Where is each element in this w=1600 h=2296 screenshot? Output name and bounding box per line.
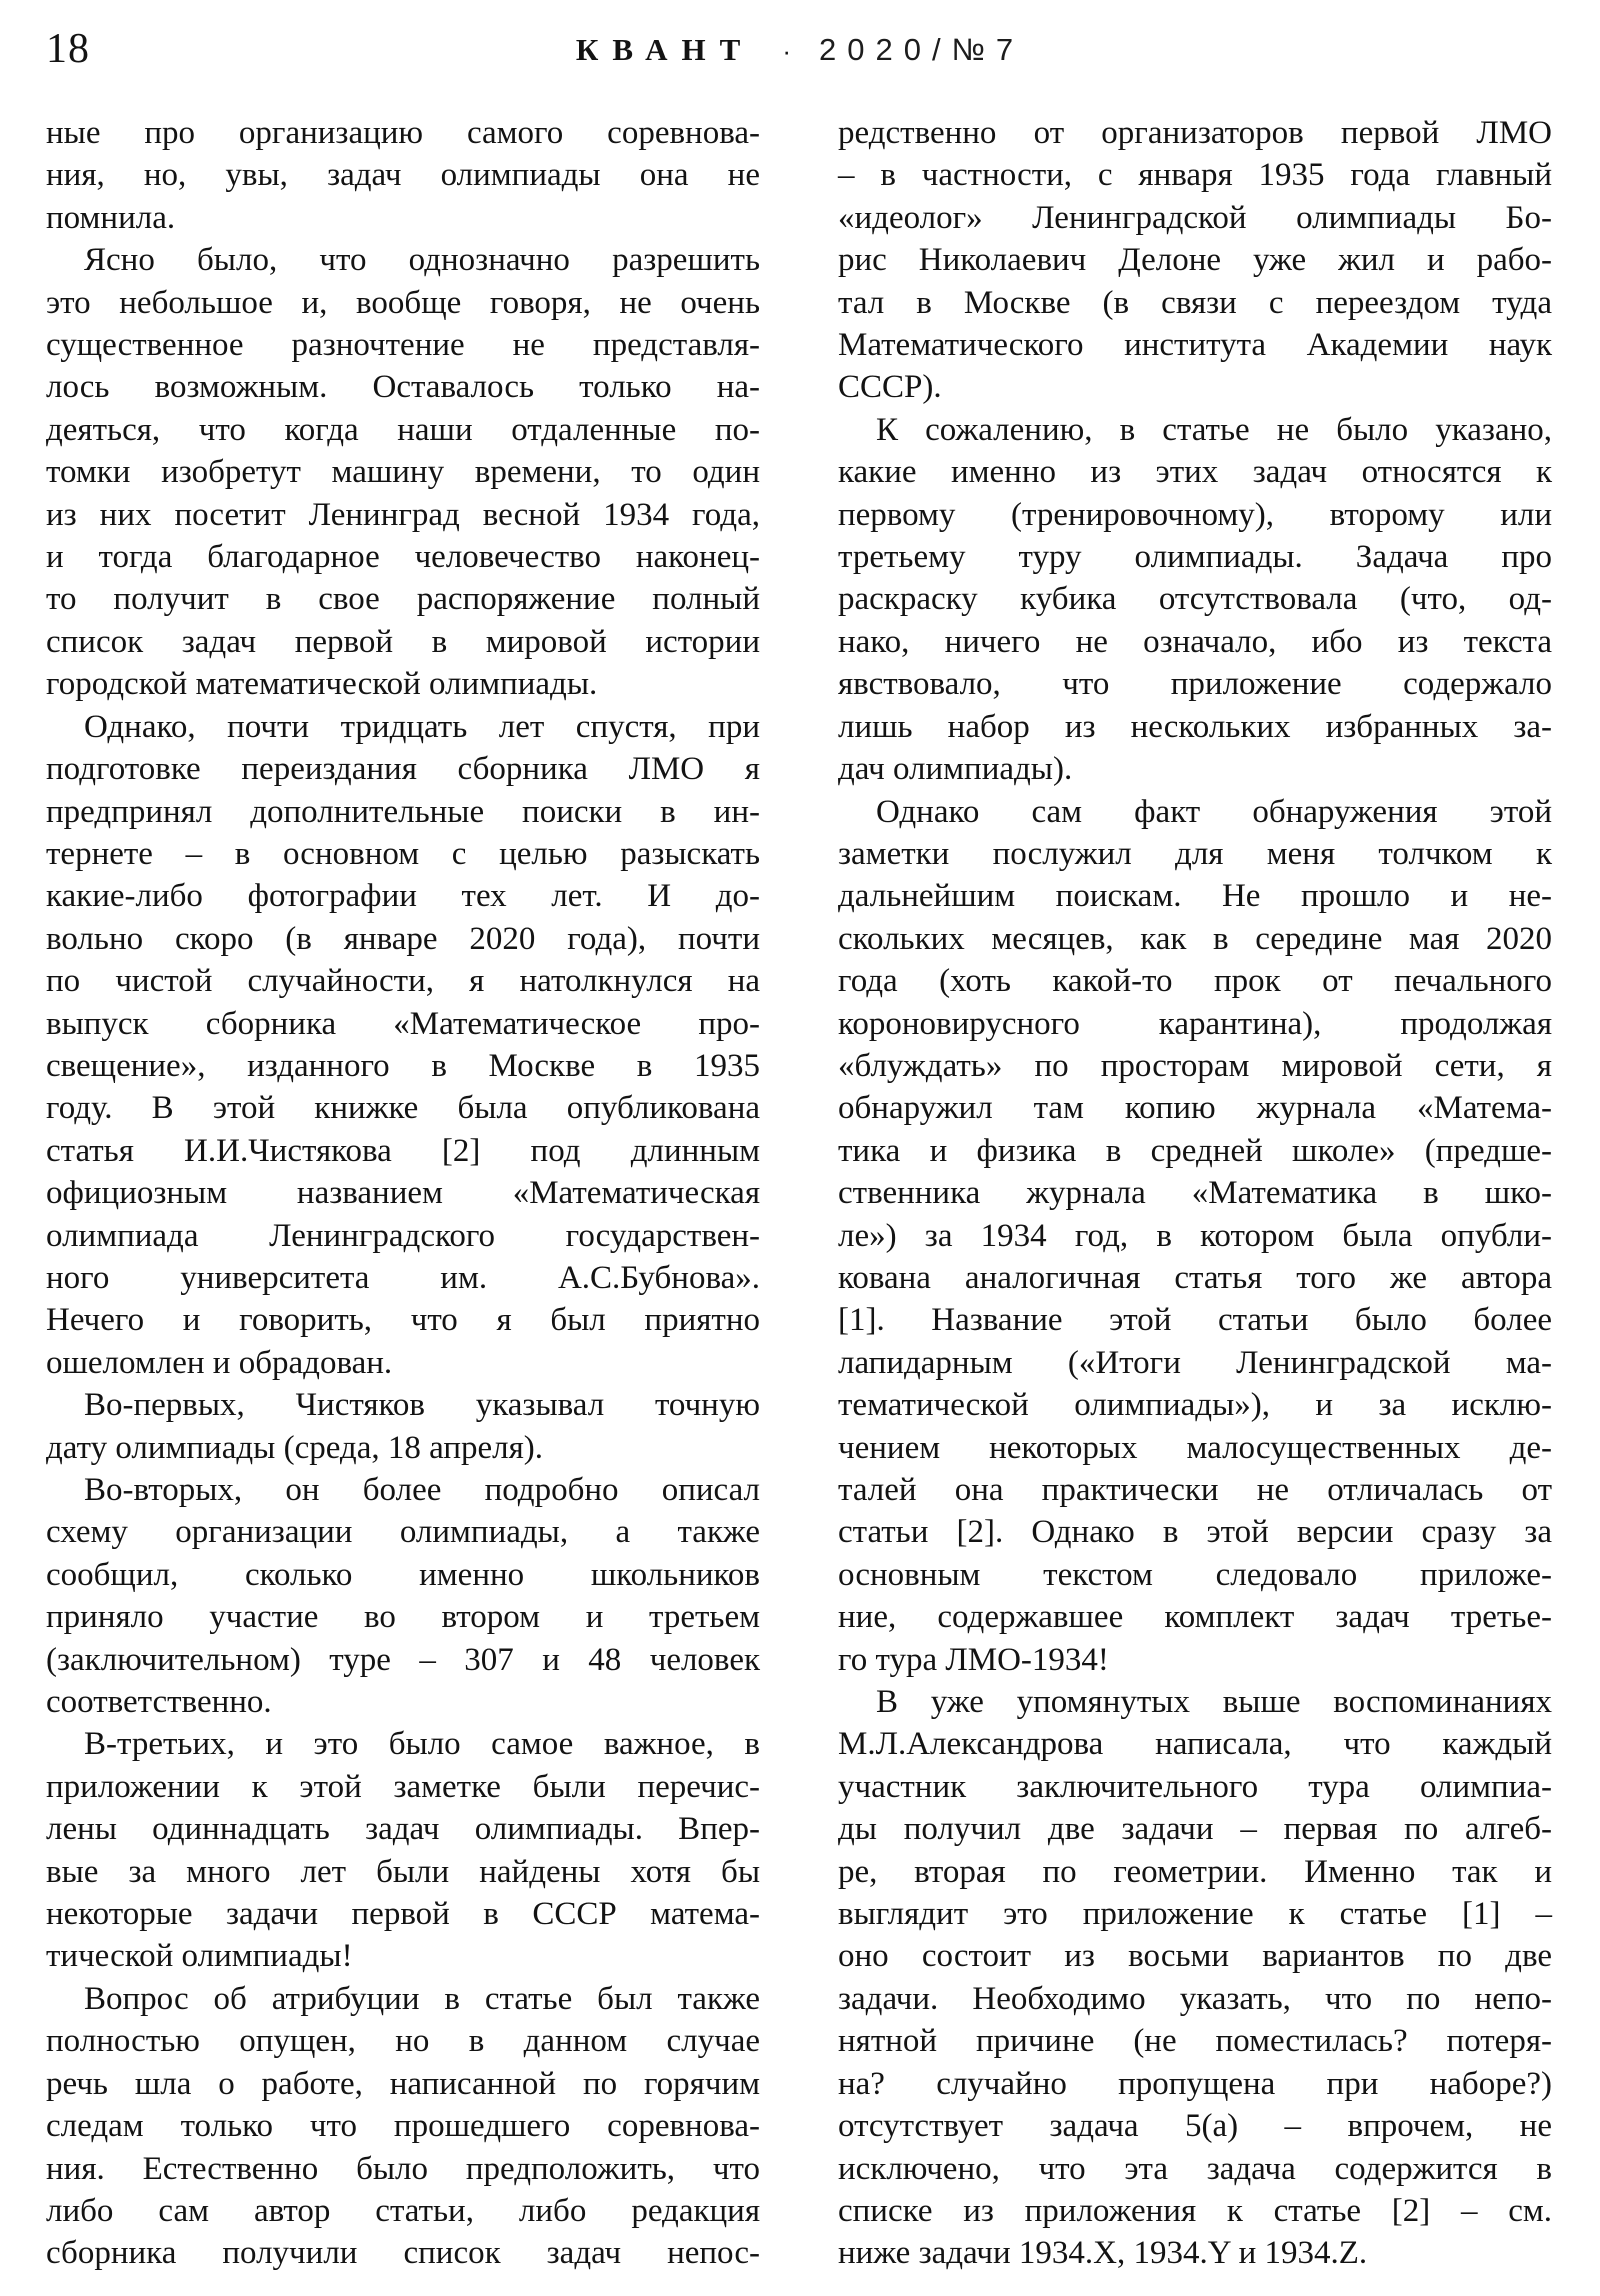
text-line: ниже задачи 1934.X, 1934.Y и 1934.Z.	[838, 2235, 1368, 2272]
text-line: статьи [2]. Однако в этой версии сразу за	[838, 1514, 1552, 1551]
text-line: В-третьих, и это было самое важное, в	[84, 1726, 760, 1763]
text-line: выглядит это приложение к статье [1] –	[838, 1896, 1552, 1933]
text-line: сообщил, сколько именно школьников	[46, 1556, 760, 1593]
text-line: статья И.И.Чистякова [2] под длинным	[46, 1132, 760, 1169]
text-line: приложении к этой заметке были перечис-	[46, 1768, 760, 1805]
text-line: «идеолог» Ленинградской олимпиады Бо-	[838, 199, 1552, 236]
paragraph	[46, 706, 760, 1385]
text-line: нако, ничего не означало, ибо из текста	[838, 623, 1552, 660]
text-line: дату олимпиады (среда, 18 апреля).	[46, 1429, 544, 1466]
text-line: Нечего и говорить, что я был приятно	[46, 1302, 760, 1339]
text-line: городской математической олимпиады.	[46, 666, 598, 703]
text-line: году. В этой книжке была опубликована	[46, 1090, 760, 1127]
text-line: помнила.	[46, 199, 176, 236]
paragraph	[46, 239, 760, 705]
text-line: явствовало, что приложение содержало	[838, 666, 1552, 703]
text-line: подготовке переиздания сборника ЛМО я	[46, 751, 760, 788]
text-line: ственника журнала «Математика в шко-	[838, 1175, 1552, 1212]
text-line: обнаружил там копию журнала «Матема-	[838, 1090, 1552, 1127]
paragraph	[46, 112, 760, 239]
text-line: тической олимпиады!	[46, 1938, 353, 1975]
journal-title: КВАНТ	[575, 32, 755, 67]
text-line: первому (тренировочному), второму или	[838, 496, 1552, 533]
paragraph	[46, 1723, 760, 1977]
text-line: лапидарным («Итоги Ленинградской ма-	[838, 1344, 1552, 1381]
text-line: ного университета им. А.С.Бубнова».	[46, 1259, 760, 1296]
text-line: ле») за 1934 год, в котором была опубли-	[838, 1217, 1552, 1254]
running-head	[0, 34, 1600, 65]
text-line: по чистой случайности, я натолкнулся на	[46, 963, 760, 1000]
column-right	[838, 112, 1552, 2275]
paragraph	[838, 409, 1552, 791]
text-line: (заключительном) туре – 307 и 48 человек	[46, 1641, 760, 1678]
text-line: Однако, почти тридцать лет спустя, при	[84, 708, 760, 745]
text-line: ре, вторая по геометрии. Именно так и	[838, 1853, 1552, 1890]
text-line: СССР).	[838, 369, 942, 406]
text-line: выпуск сборника «Математическое про-	[46, 1005, 760, 1042]
text-line: тал в Москве (в связи с переездом туда	[838, 284, 1552, 321]
text-line: какие-либо фотографии тех лет. И до-	[46, 878, 760, 915]
text-line: – в частности, с января 1935 года главный	[838, 157, 1552, 194]
text-line: ние, содержавшее комплект задач третье-	[838, 1599, 1552, 1636]
text-line: оно состоит из восьми вариантов по две	[838, 1938, 1552, 1975]
text-line: схему организации олимпиады, а также	[46, 1514, 760, 1551]
text-line: следам только что прошедшего соревнова-	[46, 2108, 760, 2145]
text-line: нятной причине (не поместилась? потеря-	[838, 2023, 1552, 2060]
text-line: ные про организацию самого соревнова-	[46, 115, 760, 151]
paragraph	[46, 1978, 760, 2275]
text-line: Однако сам факт обнаружения этой	[876, 793, 1552, 830]
separator-dot: ·	[782, 36, 791, 66]
text-line: основным текстом следовало приложе-	[838, 1556, 1552, 1593]
text-line: официозным названием «Математическая	[46, 1175, 760, 1212]
text-line: ды получил две задачи – первая по алгеб-	[838, 1811, 1552, 1848]
text-line: то получит в свое распоряжение полный	[46, 581, 760, 618]
text-line: некоторые задачи первой в СССР матема-	[46, 1896, 760, 1933]
text-line: кована аналогичная статья того же автора	[838, 1259, 1552, 1296]
text-line: Во-первых, Чистяков указывал точную	[84, 1387, 760, 1424]
text-line: существенное разночтение не представля-	[46, 327, 760, 364]
text-line: «блуждать» по просторам мировой сети, я	[838, 1047, 1552, 1084]
text-line: соответственно.	[46, 1684, 272, 1721]
text-line: заметки послужил для меня толчком к	[838, 835, 1552, 872]
text-line: скольких месяцев, как в середине мая 2020	[838, 920, 1552, 957]
text-line: третьему туру олимпиады. Задача про	[838, 539, 1552, 576]
text-line: сборника получили список задач непос-	[46, 2235, 760, 2272]
text-line: это небольшое и, вообще говоря, не очень	[46, 284, 760, 321]
text-line: тернете – в основном с целью разыскать	[46, 835, 760, 872]
text-line: на? случайно пропущена при наборе?)	[838, 2065, 1552, 2102]
text-line: раскраску кубика отсутствовала (что, од-	[838, 581, 1552, 618]
text-line: исключено, что эта задача содержится в	[838, 2150, 1552, 2187]
text-line: предпринял дополнительные поиски в ин-	[46, 793, 760, 830]
text-line: Во-вторых, он более подробно описал	[84, 1472, 760, 1508]
text-columns	[46, 112, 1552, 2275]
text-line: дач олимпиады).	[838, 751, 1073, 788]
text-line: ния. Естественно было предположить, что	[46, 2150, 760, 2187]
text-line: ния, но, увы, задач олимпиады она не	[46, 157, 760, 194]
text-line: го тура ЛМО-1934!	[838, 1641, 1109, 1678]
text-line: года (хоть какой-то прок от печального	[838, 963, 1552, 1000]
text-line: какие именно из этих задач относятся к	[838, 454, 1552, 491]
text-line: речь шла о работе, написанной по горячим	[46, 2065, 760, 2102]
text-line: томки изобретут машину времени, то один	[46, 454, 760, 491]
text-line: К сожалению, в статье не было указано,	[876, 411, 1552, 448]
text-line: лось возможным. Оставалось только на-	[46, 369, 760, 406]
text-line: деяться, что когда наши отдаленные по-	[46, 411, 760, 448]
text-line: список задач первой в мировой истории	[46, 623, 760, 660]
text-line: олимпиада Ленинградского государствен-	[46, 1217, 760, 1254]
text-line: талей она практически не отличалась от	[838, 1472, 1552, 1508]
text-line: из них посетит Ленинград весной 1934 года,	[46, 496, 760, 533]
text-line: тематической олимпиады»), и за исклю-	[838, 1387, 1552, 1424]
text-line: тика и физика в средней школе» (предше-	[838, 1132, 1552, 1169]
paragraph	[46, 1469, 760, 1723]
text-line: короновирусного карантина), продолжая	[838, 1005, 1552, 1042]
text-line: вые за много лет были найдены хотя бы	[46, 1853, 760, 1890]
text-line: Вопрос об атрибуции в статье был также	[84, 1980, 760, 2017]
text-line: задачи. Необходимо указать, что по непо-	[838, 1980, 1552, 2017]
text-line: и тогда благодарное человечество наконец-	[46, 539, 760, 576]
text-line: М.Л.Александрова написала, что каждый	[838, 1726, 1552, 1763]
text-line: ошеломлен и обрадован.	[46, 1344, 393, 1381]
text-line: приняло участие во втором и третьем	[46, 1599, 760, 1636]
paragraph	[838, 791, 1552, 1682]
text-line: списке из приложения к статье [2] – см.	[838, 2192, 1552, 2229]
paragraph	[838, 1681, 1552, 2275]
text-line: свещение», изданного в Москве в 1935	[46, 1047, 760, 1084]
text-line: полностью опущен, но в данном случае	[46, 2023, 760, 2060]
text-line: лены одиннадцать задач олимпиады. Впер-	[46, 1811, 760, 1848]
text-line: дальнейшим поискам. Не прошло и не-	[838, 878, 1552, 915]
page-number: 18	[46, 26, 90, 72]
text-line: отсутствует задача 5(а) – впрочем, не	[838, 2108, 1552, 2145]
text-line: либо сам автор статьи, либо редакция	[46, 2192, 760, 2229]
text-line: В уже упомянутых выше воспоминаниях	[876, 1684, 1552, 1721]
paragraph	[46, 1384, 760, 1469]
text-line: редственно от организаторов первой ЛМО	[838, 115, 1552, 151]
text-line: чением некоторых малосущественных де-	[838, 1429, 1552, 1466]
paragraph	[838, 112, 1552, 409]
text-line: рис Николаевич Делоне уже жил и рабо-	[838, 242, 1552, 279]
column-left	[46, 112, 760, 2275]
text-line: вольно скоро (в январе 2020 года), почти	[46, 920, 760, 957]
text-line: участник заключительного тура олимпиа-	[838, 1768, 1552, 1805]
text-line: [1]. Название этой статьи было более	[838, 1302, 1552, 1339]
text-line: Математического института Академии наук	[838, 327, 1552, 364]
journal-issue: 2020/№7	[818, 32, 1025, 67]
page-header	[0, 24, 1600, 88]
text-line: лишь набор из нескольких избранных за-	[838, 708, 1552, 745]
text-line: Ясно было, что однозначно разрешить	[84, 242, 760, 279]
